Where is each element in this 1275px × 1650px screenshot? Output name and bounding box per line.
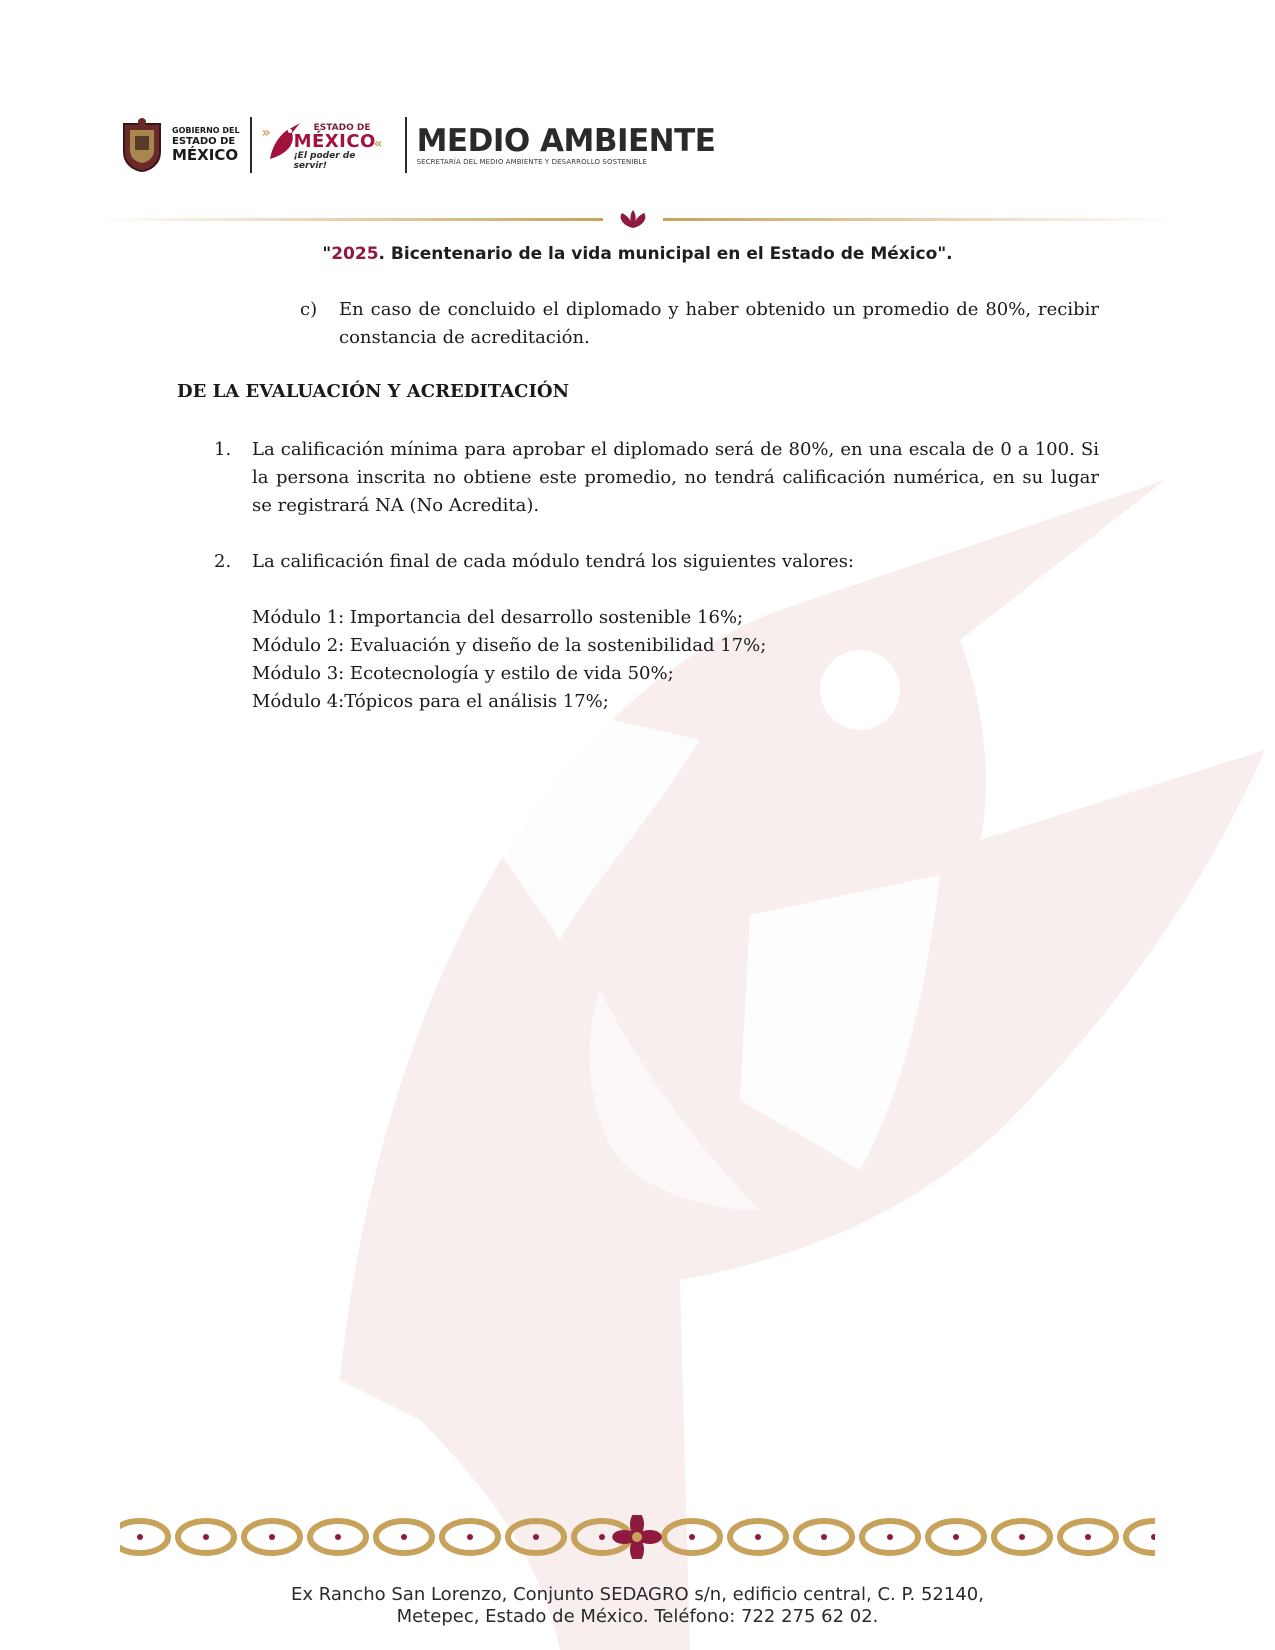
ornament-motif	[376, 1521, 432, 1553]
coat-of-arms-icon	[120, 118, 164, 172]
module-3: Módulo 3: Ecotecnología y estilo de vida 50%;	[252, 663, 674, 684]
section-heading: DE LA EVALUACIÓN Y ACREDITACIÓN	[177, 381, 570, 402]
ornament-motif	[928, 1521, 984, 1553]
ornament-motif	[508, 1521, 564, 1553]
gob-line3: MÉXICO	[172, 146, 239, 164]
gob-line1: GOBIERNO DEL	[172, 126, 240, 135]
logo-divider	[250, 117, 252, 173]
ornament-motif	[442, 1521, 498, 1553]
motto-year: 2025	[331, 244, 379, 264]
item-1-marker: 1.	[214, 439, 232, 460]
ornament-motif	[796, 1521, 852, 1553]
ornament-motif	[120, 1521, 168, 1553]
address-line-2: Metepec, Estado de México. Teléfono: 722 275 62 02.	[396, 1606, 879, 1627]
item-c-text: En caso de concluido el diplomado y haber obtenido un promedio de 80%, recibir constancia de acreditación.	[339, 299, 1099, 348]
edo-line1: ESTADO DE	[313, 123, 371, 133]
module-2: Módulo 2: Evaluación y diseño de la sostenibilidad 17%;	[252, 635, 767, 656]
chevron-right-icon: «	[373, 136, 383, 152]
gob-line2: ESTADO DE	[172, 136, 236, 147]
ornament-motif	[244, 1521, 300, 1553]
ornament-motif	[1060, 1521, 1116, 1553]
ornament-motif	[664, 1521, 720, 1553]
module-1: Módulo 1: Importancia del desarrollo sostenible 16%;	[252, 607, 744, 628]
ornament-motif	[994, 1521, 1050, 1553]
module-4: Módulo 4:Tópicos para el análisis 17%;	[252, 691, 609, 712]
motto-text: . Bicentenario de la vida municipal en el Estado de México".	[378, 244, 953, 264]
ma-subtitle: SECRETARÍA DEL MEDIO AMBIENTE Y DESARROLLO SOSTENIBLE	[416, 157, 647, 166]
ornament-motif	[1126, 1521, 1155, 1553]
header-divider	[98, 210, 1176, 230]
gobierno-logo	[120, 118, 240, 172]
ornament-motif	[730, 1521, 786, 1553]
header-logos	[120, 115, 715, 175]
edo-slogan: ¡El poder de servir!	[293, 151, 356, 171]
flower-icon	[621, 210, 646, 228]
ornament-motif	[862, 1521, 918, 1553]
ornament-motif	[310, 1521, 366, 1553]
item-c-marker: c)	[300, 299, 318, 320]
chevron-left-icon: »	[261, 125, 271, 141]
ornament-motif	[178, 1521, 234, 1553]
medio-ambiente-logo	[416, 122, 716, 166]
motto: "2025. Bicentenario de la vida municipal en el Estado de México".	[322, 244, 953, 264]
edo-line2: MÉXICO	[293, 131, 376, 152]
logo-divider	[405, 117, 407, 173]
footer-ornament	[120, 1515, 1155, 1559]
item-2-text: La calificación final de cada módulo tendrá los siguientes valores:	[252, 551, 854, 572]
estado-logo	[262, 117, 387, 173]
address-line-1: Ex Rancho San Lorenzo, Conjunto SEDAGRO s/n, edificio central, C. P. 52140,	[291, 1584, 984, 1605]
item-2-marker: 2.	[214, 551, 232, 572]
item-1-text: La calificación mínima para aprobar el diplomado será de 80%, en una escala de 0 a 100. Si la persona inscrita no obtiene este promedio, no tendrá calificación numérica, en su lugar se registrará NA (No Acredita).	[252, 439, 1099, 516]
ma-title: MEDIO AMBIENTE	[416, 122, 716, 159]
